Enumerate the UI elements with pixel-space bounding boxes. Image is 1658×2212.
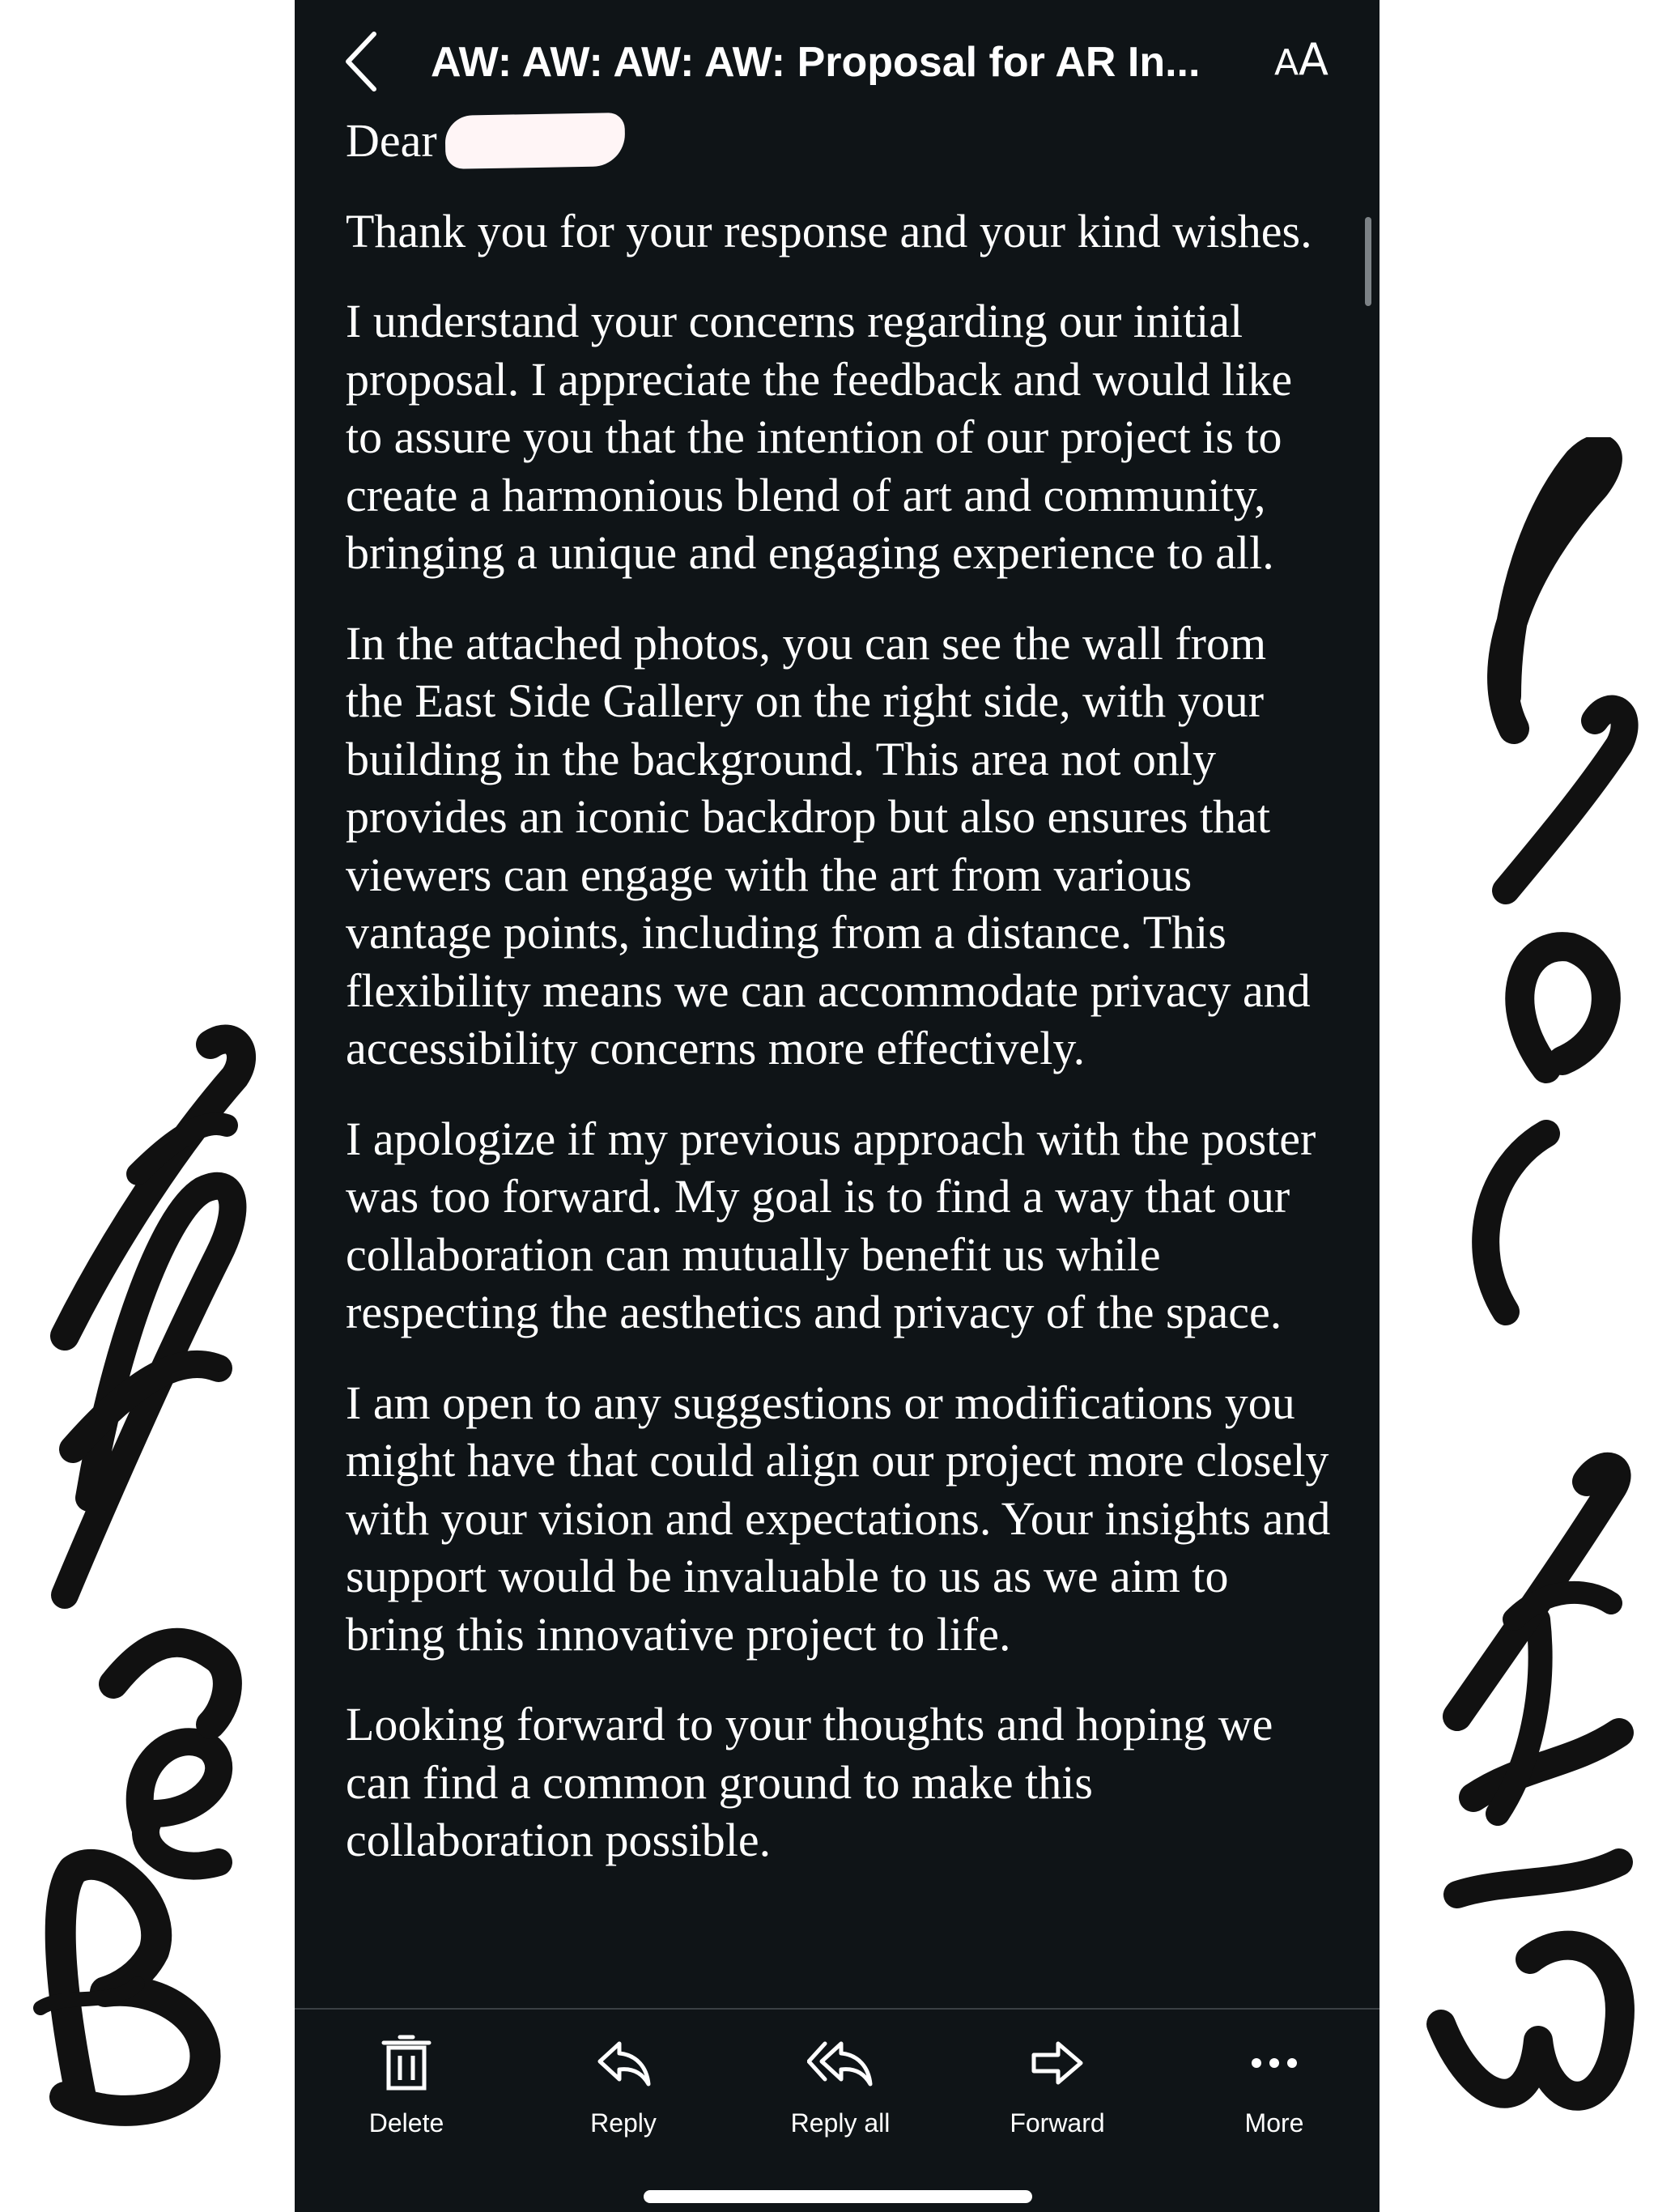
more-icon — [1250, 2055, 1299, 2071]
delete-label: Delete — [368, 2108, 444, 2138]
chevron-left-icon — [343, 31, 379, 92]
email-paragraph: I am open to any suggestions or modifications you might have that could align our project more closely with your vision and expectations. Your insights and support would be invaluable to us as we aim to bring this innovative project to life. — [346, 1376, 1331, 1661]
scrollbar-thumb[interactable] — [1365, 217, 1371, 306]
forward-icon — [1031, 2040, 1084, 2086]
greeting-text: Dear — [346, 114, 437, 167]
trash-icon — [380, 2035, 432, 2091]
email-paragraph: I apologize if my previous approach with the poster was too forward. My goal is to find a way that our collaboration can mutually benefit us while respecting the aesthetics and privacy of the space. — [346, 1112, 1316, 1338]
reply-label: Reply — [590, 2108, 657, 2138]
text-size-icon: A — [1274, 42, 1299, 83]
email-reader-screen — [295, 0, 1380, 2212]
reply-all-label: Reply all — [790, 2108, 891, 2138]
text-size-button[interactable] — [1269, 36, 1342, 84]
handwriting-with-love — [1409, 437, 1652, 2178]
reply-button[interactable] — [534, 2024, 712, 2146]
more-button[interactable] — [1185, 2024, 1363, 2146]
email-paragraph: In the attached photos, you can see the wall from the East Side Gallery on the right side, with your building in the background. This area not only provides an iconic backdrop but also ensures that viewers can engage with the art from various vantage points, including from a distance. This flexibility means we can accommodate privacy and accessibility concerns more effectively. — [346, 616, 1311, 1074]
email-body — [346, 112, 1333, 1902]
more-label: More — [1244, 2108, 1304, 2138]
reply-all-button[interactable] — [751, 2024, 929, 2146]
email-paragraph: Looking forward to your thoughts and hoping we can find a common ground to make this collaboration possible. — [346, 1698, 1273, 1866]
forward-label: Forward — [1010, 2108, 1105, 2138]
email-paragraph: I understand your concerns regarding our initial proposal. I appreciate the feedback and would like to assure you that the intention of our project is to create a harmonious blend of art and community, bringing a unique and engaging experience to all. — [346, 295, 1293, 579]
delete-button[interactable] — [317, 2024, 495, 2146]
email-header — [295, 0, 1380, 120]
email-paragraph: Thank you for your response and your kind wishes. — [346, 204, 1312, 257]
redacted-recipient-name — [444, 113, 625, 169]
email-action-toolbar — [295, 2024, 1380, 2154]
handwriting-berlin — [16, 931, 259, 2129]
text-size-icon-large: A — [1299, 34, 1329, 85]
forward-button[interactable] — [968, 2024, 1146, 2146]
back-button[interactable] — [337, 29, 385, 94]
reply-icon — [595, 2039, 652, 2087]
home-indicator[interactable] — [644, 2190, 1032, 2203]
toolbar-divider — [295, 2008, 1380, 2010]
reply-all-icon — [807, 2039, 874, 2087]
greeting-line — [346, 112, 1333, 170]
email-subject-title: AW: AW: AW: AW: Proposal for AR In... — [431, 39, 1201, 86]
